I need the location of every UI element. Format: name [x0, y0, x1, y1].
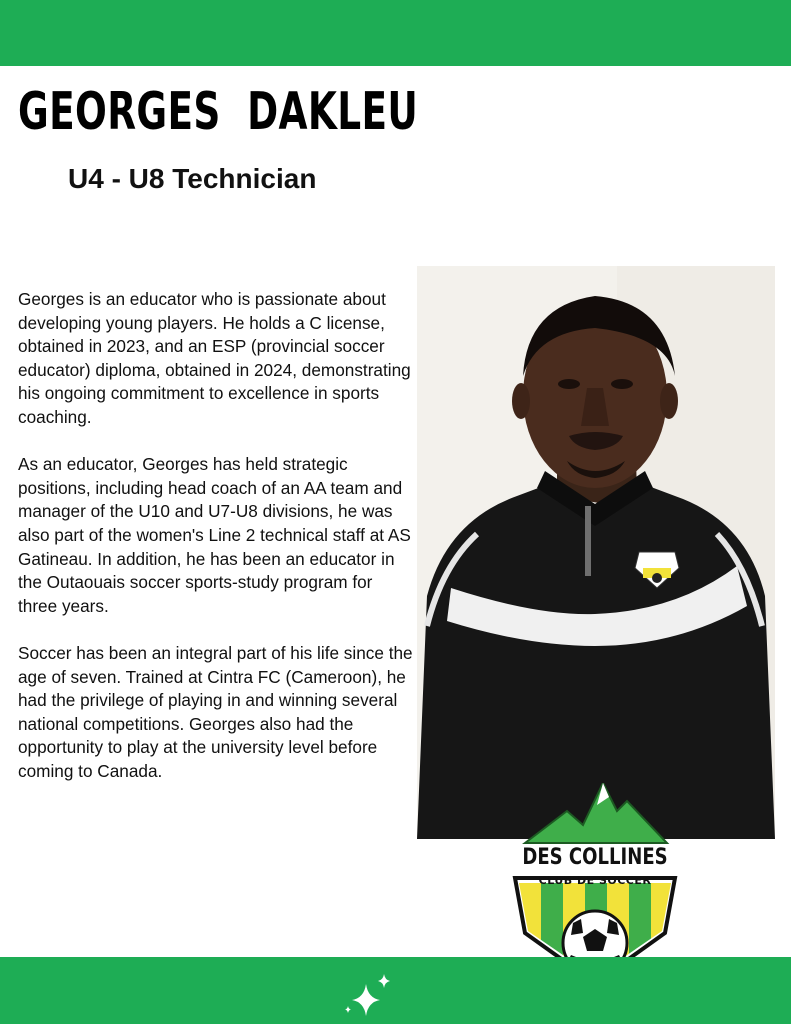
coach-portrait-photo	[417, 266, 775, 839]
club-logo-subtitle: CLUB DE SOCCER	[538, 874, 652, 887]
bio-paragraph-2: As an educator, Georges has held strategic positions, including head coach of an AA team and manager of the U10 and U7-U8 divisions, he was also part of the women's Line 2 technical staff at AS Gatineau. In addition, he has been an educator in the Outaouais soccer sports-study program for three years.	[18, 454, 411, 616]
coach-bio	[18, 288, 414, 807]
bio-paragraph-3: Soccer has been an integral part of his life since the age of seven. Trained at Cintra FC (Cameroon), he had the privilege of playing in and winning several national competitions. Georges also had the opportunity to play at the university level before coming to Canada.	[18, 642, 413, 781]
club-logo-name: DES COLLINES	[522, 845, 668, 870]
coach-name: GEORGES DAKLEU	[18, 82, 419, 142]
top-green-bar	[0, 0, 791, 66]
bio-paragraph-1: Georges is an educator who is passionate about developing young players. He holds a C license, obtained in 2023, and an ESP (provincial soccer educator) diploma, obtained in 2024, demonstrating his ongoing commitment to excellence in sports coaching.	[18, 289, 411, 427]
sparkle-icon	[340, 970, 396, 1020]
coach-role: U4 - U8 Technician	[68, 163, 317, 194]
